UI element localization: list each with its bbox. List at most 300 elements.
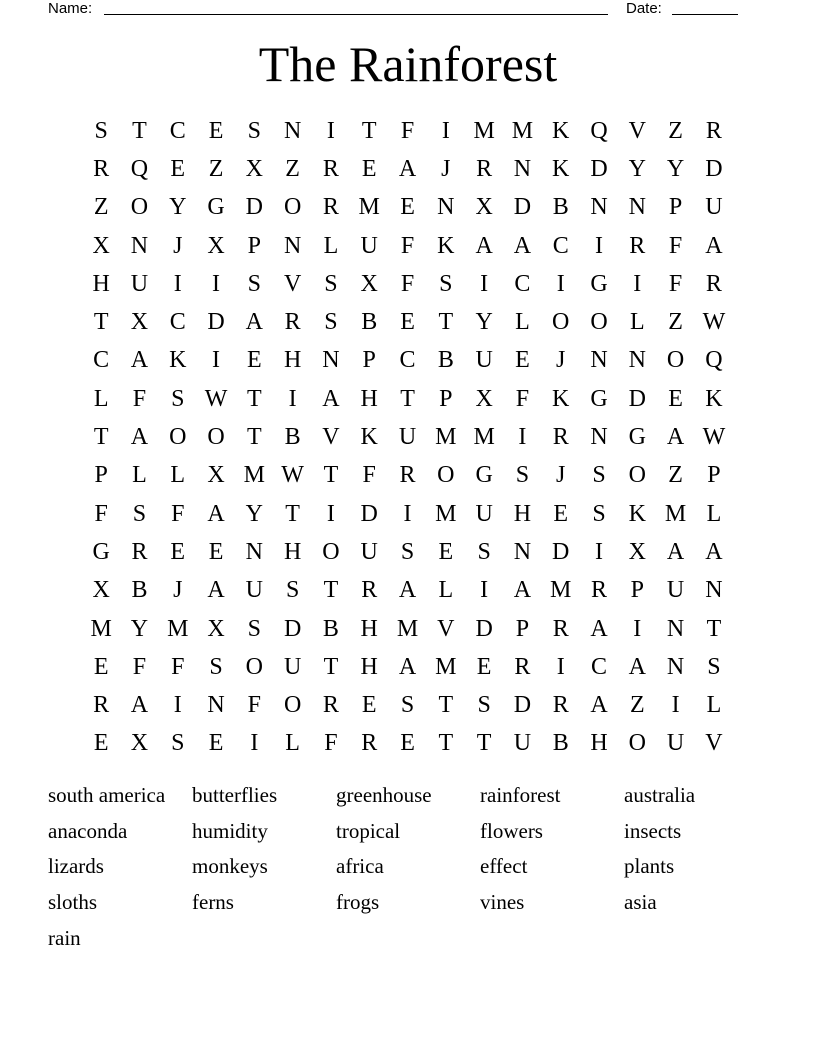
grid-letter: E [208,538,224,565]
grid-letter: M [167,615,189,642]
grid-letter: O [590,309,608,336]
grid-letter: G [628,424,646,451]
grid-letter: R [476,155,493,182]
grid-letter: X [245,155,263,182]
grid-letter: D [207,309,225,336]
grid-letter: G [207,194,225,221]
grid-letter: Y [475,309,493,336]
grid-letter: P [630,577,644,604]
grid-letter: F [362,462,376,489]
grid-letter: A [475,232,493,259]
grid-letter: T [93,424,109,451]
grid-letter: A [130,692,149,719]
grid-letter: A [666,538,685,565]
grid-letter: S [171,730,185,757]
grid-letter: E [170,155,186,182]
grid-letter: U [245,577,263,604]
grid-letter: O [207,424,225,451]
grid-letter: P [668,194,683,221]
grid-letter: S [171,385,185,412]
word-list-item: rain [48,925,81,950]
grid-letter: C [93,347,110,374]
grid-letter: I [403,500,412,527]
word-list-item: africa [336,854,384,879]
grid-letter: H [513,500,532,527]
grid-letter: V [283,270,302,297]
grid-letter: R [93,155,110,182]
grid-letter: E [361,155,377,182]
grid-letter: I [173,692,182,719]
word-list-item: effect [480,854,528,879]
grid-letter: D [590,155,608,182]
grid-letter: F [132,653,147,680]
word-list-item: sloths [48,890,98,915]
grid-letter: E [247,347,262,374]
grid-letter: N [130,232,149,259]
grid-letter: N [207,692,225,719]
grid-letter: N [628,194,646,221]
grid-letter: S [515,462,530,489]
grid-letter: Z [668,117,683,144]
grid-letter: Z [93,194,109,221]
grid-letter: Y [169,194,187,221]
grid-letter: T [438,692,454,719]
grid-letter: R [322,155,339,182]
grid-letter: L [706,692,722,719]
grid-letter: F [400,270,415,297]
grid-letter: I [518,424,527,451]
grid-letter: L [170,462,186,489]
grid-letter: M [358,194,380,221]
grid-letter: T [285,500,300,527]
grid-letter: U [666,730,685,757]
grid-letter: I [556,270,565,297]
grid-letter: W [702,424,726,451]
grid-letter: J [556,462,566,489]
grid-letter: U [513,730,532,757]
grid-letter: T [476,730,492,757]
grid-letter: N [245,538,263,565]
grid-letter: O [283,692,302,719]
grid-letter: T [706,615,722,642]
grid-letter: R [705,270,722,297]
grid-letter: U [398,424,417,451]
grid-letter: P [707,462,721,489]
grid-letter: N [283,117,302,144]
grid-letter: T [247,385,262,412]
grid-letter: R [629,232,646,259]
grid-letter: E [400,730,415,757]
grid-letter: E [553,500,569,527]
grid-letter: H [360,385,378,412]
grid-letter: R [399,462,416,489]
grid-letter: X [475,194,493,221]
grid-letter: X [475,385,493,412]
grid-letter: O [628,462,646,489]
grid-letter: N [590,194,608,221]
grid-letter: T [93,309,109,336]
grid-letter: R [591,577,608,604]
grid-letter: D [245,194,263,221]
grid-letter: L [285,730,300,757]
grid-letter: U [666,577,685,604]
grid-letter: K [360,424,378,451]
word-list-item: tropical [336,818,401,843]
grid-letter: A [245,309,263,336]
grid-letter: I [671,692,680,719]
grid-letter: T [323,653,339,680]
word-list-item: anaconda [48,818,128,843]
grid-letter: X [92,232,110,259]
grid-letter: W [204,385,228,412]
grid-letter: N [666,615,685,642]
grid-letter: D [475,615,493,642]
grid-letter: N [513,538,532,565]
grid-letter: S [592,462,606,489]
word-list-item: south america [48,783,166,807]
word-list-item: butterflies [192,783,278,807]
grid-letter: N [628,347,646,374]
grid-letter: M [473,117,495,144]
grid-letter: E [93,730,109,757]
grid-letter: K [552,117,570,144]
grid-letter: A [705,232,723,259]
grid-letter: R [552,424,569,451]
grid-letter: D [705,155,723,182]
grid-letter: H [92,270,110,297]
grid-letter: S [247,117,262,144]
grid-letter: X [130,309,149,336]
grid-letter: A [628,653,646,680]
grid-letter: S [209,653,223,680]
word-list-item: vines [480,890,525,915]
grid-letter: R [322,692,339,719]
grid-letter: S [324,270,338,297]
grid-letter: K [437,232,455,259]
grid-letter: I [480,577,489,604]
grid-letter: Y [666,155,685,182]
grid-letter: M [435,500,457,527]
grid-letter: I [441,117,450,144]
grid-letter: Q [705,347,723,374]
grid-letter: L [132,462,147,489]
grid-letter: Z [629,692,645,719]
grid-letter: W [702,309,726,336]
grid-letter: I [326,500,335,527]
grid-letter: P [439,385,453,412]
word-list-item: monkeys [192,854,268,879]
grid-letter: Y [245,500,263,527]
grid-letter: R [552,692,569,719]
grid-letter: V [437,615,455,642]
grid-letter: E [208,730,224,757]
grid-letter: D [513,692,532,719]
header [48,0,748,20]
grid-letter: C [399,347,416,374]
grid-letter: U [705,194,723,221]
grid-letter: O [130,194,149,221]
grid-letter: S [247,270,262,297]
grid-letter: Y [130,615,149,642]
grid-letter: A [513,232,532,259]
grid-letter: R [514,653,531,680]
grid-letter: A [207,577,225,604]
grid-letter: D [513,194,532,221]
grid-letter: T [361,117,377,144]
grid-letter: X [130,730,149,757]
name-label: Name: [48,0,93,17]
grid-letter: I [556,653,565,680]
grid-letter: F [400,232,415,259]
grid-letter: W [281,462,304,489]
grid-letter: T [247,424,262,451]
grid-letter: X [628,538,646,565]
grid-letter: C [514,270,531,297]
grid-letter: I [633,615,642,642]
grid-letter: H [283,347,302,374]
word-list-item: humidity [192,818,268,843]
grid-letter: N [590,347,608,374]
date-blank-line [672,0,738,15]
grid-letter: A [666,424,685,451]
grid-letter: L [323,232,339,259]
grid-letter: E [515,347,530,374]
grid-letter: U [360,538,378,565]
grid-letter: O [245,653,263,680]
grid-letter: F [400,117,415,144]
word-list-item: flowers [480,818,543,843]
grid-letter: T [132,117,147,144]
grid-letter: B [552,730,569,757]
grid-letter: S [400,692,415,719]
name-blank-line [104,0,608,15]
grid-letter: U [360,232,378,259]
grid-letter: J [556,347,566,374]
grid-letter: M [243,462,265,489]
grid-letter: N [513,155,532,182]
grid-letter: S [324,309,338,336]
grid-letter: S [477,538,491,565]
word-list-item: australia [624,783,696,807]
grid-letter: M [664,500,687,527]
grid-letter: K [552,155,570,182]
grid-letter: S [592,500,606,527]
grid-letter: Q [590,117,608,144]
grid-letter: H [590,730,608,757]
grid-letter: Y [628,155,646,182]
grid-letter: D [360,500,378,527]
word-list [48,778,768,956]
grid-letter: Q [130,155,149,182]
grid-letter: N [322,347,340,374]
grid-letter: S [94,117,108,144]
grid-letter: E [361,692,377,719]
grid-letter: O [628,730,646,757]
grid-letter: E [668,385,683,412]
grid-letter: X [360,270,378,297]
grid-letter: A [322,385,340,412]
word-list-item: plants [624,854,675,879]
grid-letter: A [398,577,417,604]
grid-letter: C [169,117,186,144]
grid-letter: M [473,424,495,451]
grid-letter: R [93,692,110,719]
grid-letter: C [552,232,569,259]
grid-letter: H [360,653,378,680]
grid-letter: A [207,500,225,527]
grid-letter: I [250,730,259,757]
grid-letter: R [131,538,148,565]
grid-letter: F [668,270,683,297]
grid-letter: I [173,270,182,297]
grid-letter: L [629,309,645,336]
grid-letter: I [595,232,603,259]
grid-letter: O [437,462,455,489]
grid-letter: F [515,385,530,412]
grid-letter: A [398,155,417,182]
grid-letter: R [284,309,301,336]
grid-letter: Z [668,309,683,336]
grid-letter: N [283,232,302,259]
grid-letter: E [476,653,492,680]
grid-letter: U [475,347,493,374]
grid-letter: L [706,500,722,527]
grid-letter: N [590,424,608,451]
word-list-item: rainforest [480,783,561,807]
grid-letter: O [666,347,685,374]
grid-letter: B [322,615,339,642]
grid-letter: D [552,538,570,565]
grid-letter: U [130,270,149,297]
grid-letter: F [324,730,338,757]
grid-letter: B [131,577,148,604]
grid-letter: J [173,577,183,604]
grid-letter: J [441,155,451,182]
grid-letter: N [705,577,723,604]
grid-letter: M [550,577,572,604]
grid-letter: K [169,347,187,374]
word-list-item: asia [624,890,657,915]
grid-letter: L [438,577,454,604]
date-label: Date: [626,0,662,17]
grid-letter: E [208,117,224,144]
grid-letter: N [666,653,685,680]
grid-letter: E [400,309,415,336]
grid-letter: D [283,615,302,642]
grid-letter: Z [285,155,300,182]
grid-letter: T [323,462,339,489]
grid-letter: L [515,309,530,336]
grid-letter: K [552,385,570,412]
grid-letter: F [171,653,185,680]
grid-letter: M [396,615,419,642]
grid-letter: I [480,270,489,297]
grid-letter: F [247,692,262,719]
grid-letter: T [323,577,339,604]
grid-letter: B [437,347,454,374]
grid-letter: R [322,194,339,221]
grid-letter: X [207,462,225,489]
grid-letter: S [400,538,415,565]
grid-letter: R [552,615,569,642]
grid-letter: I [633,270,642,297]
grid-letter: D [628,385,646,412]
word-list-item: frogs [336,890,380,915]
grid-letter: M [90,615,112,642]
grid-letter: X [92,577,110,604]
grid-letter: B [552,194,569,221]
grid-letter: F [171,500,185,527]
grid-letter: M [511,117,534,144]
grid-letter: S [707,653,721,680]
grid-letter: R [705,117,722,144]
grid-letter: S [439,270,453,297]
grid-letter: C [591,653,608,680]
grid-letter: A [590,615,608,642]
grid-letter: R [361,730,378,757]
grid-letter: A [130,347,149,374]
grid-letter: O [322,538,340,565]
grid-letter: A [705,538,723,565]
grid-letter: P [515,615,530,642]
grid-letter: A [398,653,417,680]
grid-letter: O [169,424,187,451]
grid-letter: I [326,117,335,144]
grid-letter: I [595,538,603,565]
grid-letter: G [475,462,493,489]
grid-letter: X [207,232,225,259]
grid-letter: S [477,692,491,719]
grid-letter: I [212,270,221,297]
grid-letter: K [705,385,723,412]
grid-letter: X [207,615,225,642]
grid-letter: Z [208,155,224,182]
grid-letter: I [212,347,221,374]
grid-letter: U [475,500,493,527]
grid-letter: V [628,117,646,144]
grid-letter: E [93,653,109,680]
word-list-item: ferns [192,890,234,915]
grid-letter: G [92,538,110,565]
grid-letter: J [173,232,183,259]
word-search-grid [82,112,733,763]
grid-letter: E [400,194,415,221]
grid-letter: T [400,385,415,412]
grid-letter: T [438,309,454,336]
word-list-item: insects [624,818,682,843]
grid-letter: S [132,500,147,527]
grid-letter: F [132,385,147,412]
grid-letter: A [590,692,608,719]
grid-letter: F [94,500,108,527]
grid-letter: H [283,538,302,565]
grid-letter: M [435,424,457,451]
grid-letter: N [437,194,455,221]
grid-letter: E [438,538,454,565]
grid-letter: S [285,577,300,604]
grid-letter: P [247,232,262,259]
grid-letter: B [284,424,301,451]
grid-letter: S [247,615,262,642]
grid-letter: O [283,194,302,221]
grid-letter: U [283,653,302,680]
word-list-item: lizards [48,854,104,879]
grid-letter: P [94,462,108,489]
grid-letter: F [668,232,683,259]
grid-letter: V [705,730,723,757]
grid-letter: M [435,653,457,680]
word-list-item: greenhouse [336,783,432,807]
